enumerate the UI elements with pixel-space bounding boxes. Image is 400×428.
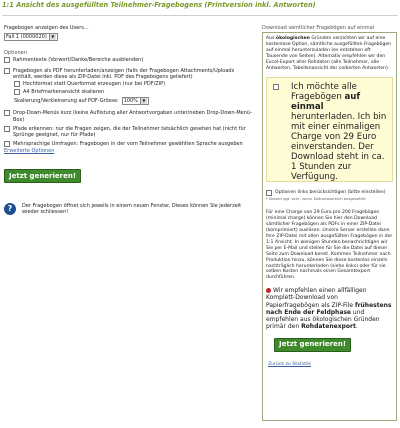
user-select-value: Fall 1 (0000020) [6,34,47,41]
hochformat-label: Hochformat statt Querformat erzeugen (nur bei PDF/ZIP) [23,81,166,88]
recommendation: Wir empfehlen einen allfälligen Komplett-Download von Papierfragebögen als ZIP-File frühestens nach Ende der Feldphase und empfehlen aus ökologischen Gründen primär den Rohdatenexport. [266,287,392,331]
download-all-panel [262,32,397,421]
charge-description: Für eine Charge von 29 Euro pro 200 Fragebögen (minimal charge) können Sie hier den Download sämtlicher Fragebögen als PDFs in einer ZIP-Datei (komprimiert) auslösen. Unsere Server erstellen dann Ihre ZIP-Datei mit allen ausgefüllten Fragebögen in der 1:1 Ansicht. In wenigen Stunden benachrichtigen wir Sie per E-Mail und stellen für Sie die Datei auf dieser Seite zum Download bereit. Kommen Teilnehmer nach Produktion hinzu, können Sie diese kostenlos einzeln nachträglich herunterladen (siehe links) oder für sie selben Kosten nochmals einen Gesamtexport durchführen. [266,210,393,281]
mehrsprachig-checkbox[interactable] [4,141,10,147]
pdf-download-checkbox[interactable] [4,68,10,74]
pfade-checkbox[interactable] [4,126,10,132]
download-intro: Aus ökologischen Gründen verzichten wir auf eine kostenlose Option, sämtliche ausgefüllten Fragebögen auf einmal herunterzuladen (es entstehen oft Tausende von Seiten). Alternativ empfehlen wir den Excel-Export aller Rohdaten (alle Teilnehmer, alle Antworten, Tabellenansicht der codierten Antworten). [266,36,392,71]
charge-text: Ich möchte alle Fragebögen auf einmal herunterladen. Ich bin mit einer einmaligen Charge von 29 Euro einverstanden. Der Download steht in ca. 1 Stunden zur Verfügung. [291,82,387,183]
charge-checkbox[interactable] [273,84,279,90]
mehrsprachig-label: Mehrsprachige Umfragen: Fragebogen in der vom Teilnehmer gewählten Sprache ausgeben [13,141,243,148]
charge-option-box [266,77,393,182]
skalierung-select[interactable] [122,97,149,105]
skalierung-label: Skalierung/Verkleinerung auf PDF-Grösse: [14,98,119,105]
rahmentexte-label: Rahmentexte (Vorwort/Danke/Bereiche ausblenden) [13,57,144,64]
a4-label: A4 Briefmarkenansicht skalieren [23,89,105,96]
chevron-down-icon: ▼ [140,98,147,104]
dropdown-checkbox[interactable] [4,110,10,116]
generate-all-button[interactable]: Jetzt generieren! [274,338,351,352]
page-header: 1:1 Ansicht des ausgefüllten Teilnehmer-Fragebogens (Printversion inkl. Antworten) [2,1,316,9]
chevron-down-icon: ▼ [49,34,56,40]
download-all-title: Download sämtlicher Fragebögen auf einmal [262,25,375,31]
rahmentexte-checkbox[interactable] [4,57,10,63]
info-note [4,203,254,215]
a4-checkbox[interactable] [14,89,20,95]
dropdown-label: Drop-Down-Menüs kurz (keine Auflistung aller Antwortvorgaben unter/neben Drop-Down-Menü-Box) [13,110,252,123]
header-divider [2,15,398,16]
generate-button[interactable]: Jetzt generieren! [4,169,81,183]
links-option-label: Optionen links berücksichtigen (bitte einstellen) [275,190,386,196]
user-select[interactable] [4,33,58,41]
links-note: * Kosten ggf. sehr, wenn Datumsbereich ausgewählt [266,196,366,202]
info-text: Der Fragebogen öffnet sich jeweils in einem neuen Fenster. Dieses können Sie jederzeit wieder schliessen! [22,202,242,216]
warning-dot-icon [266,288,271,293]
options-heading: Optionen [4,50,27,57]
pfade-label: Pfade erkennen: nur die Fragen zeigen, die der Teilnehmer tatsächlich gesehen hat (nicht für Sprünge geeignet, nur für Pfade) [13,125,246,139]
question-icon: ? [4,203,16,215]
skalierung-value: 100% [123,98,138,105]
main-panel [4,25,254,215]
advanced-options-link[interactable]: Erweiterte Optionen [4,148,55,155]
hochformat-checkbox[interactable] [14,81,20,87]
pdf-download-label: Fragebogen als PDF herunterladen/anzeigen (falls der Fragebogen Attachments/Uploads enthält, werden diese als ZIP-Datei inkl. PDF des Fragebogens geliefert) [13,67,235,80]
user-select-label: Fragebogen anzeigen des Users... [4,25,89,31]
back-to-statistics-link[interactable]: Zurück zu Statistik [268,362,312,368]
